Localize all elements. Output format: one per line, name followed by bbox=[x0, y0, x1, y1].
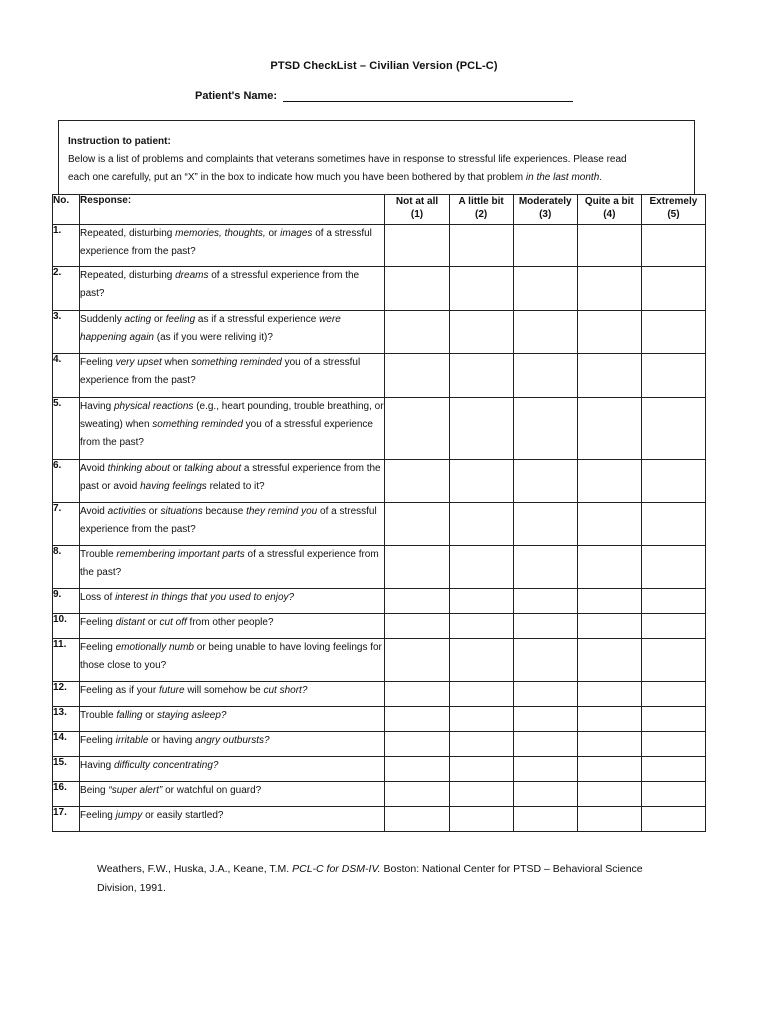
table-row bbox=[53, 639, 706, 682]
item-text bbox=[80, 807, 385, 832]
answer-box-3[interactable] bbox=[513, 639, 577, 682]
item-text-part: or bbox=[146, 506, 161, 517]
option-label: A little bit bbox=[458, 196, 504, 207]
item-number: 2. bbox=[53, 267, 80, 311]
table-row bbox=[53, 225, 706, 267]
answer-box-1[interactable] bbox=[385, 460, 449, 503]
answer-box-4[interactable] bbox=[577, 398, 641, 460]
item-text-part: or bbox=[265, 228, 281, 239]
answer-box-5[interactable] bbox=[641, 682, 705, 707]
answer-box-5[interactable] bbox=[641, 225, 705, 267]
instructions-heading: Instruction to patient: bbox=[68, 136, 171, 147]
item-text-emphasis: “super alert” bbox=[108, 785, 163, 796]
answer-box-4[interactable] bbox=[577, 267, 641, 311]
item-number: 16. bbox=[53, 782, 80, 807]
item-text-emphasis: future bbox=[158, 685, 185, 696]
header-option-4 bbox=[577, 195, 641, 225]
answer-box-1[interactable] bbox=[385, 807, 449, 832]
instructions-line-1: Below is a list of problems and complaints that veterans sometimes have in response to stressful life experiences. Please read bbox=[68, 154, 627, 165]
item-text bbox=[80, 354, 385, 398]
item-text-part: Being bbox=[80, 785, 109, 796]
item-text-part: Having bbox=[80, 760, 114, 771]
item-text-part: when bbox=[161, 357, 192, 368]
answer-box-2[interactable] bbox=[449, 589, 513, 614]
answer-box-5[interactable] bbox=[641, 589, 705, 614]
item-text bbox=[80, 503, 385, 546]
item-text bbox=[80, 682, 385, 707]
item-number: 6. bbox=[53, 460, 80, 503]
answer-box-5[interactable] bbox=[641, 807, 705, 832]
item-text-part: as if a stressful experience bbox=[195, 314, 320, 325]
item-text-part: Having bbox=[80, 401, 114, 412]
item-text-emphasis: feeling bbox=[165, 314, 196, 325]
item-number: 8. bbox=[53, 546, 80, 589]
answer-box-5[interactable] bbox=[641, 707, 705, 732]
instructions-box bbox=[58, 120, 695, 194]
checklist-table bbox=[52, 194, 706, 832]
citation-publisher: Boston: National Center for PTSD – Behavioral Science Division, 1991. bbox=[97, 863, 643, 894]
table-header-row bbox=[53, 195, 706, 225]
answer-box-2[interactable] bbox=[449, 311, 513, 354]
item-text-part: or being unable to have loving feelings for those close to you? bbox=[80, 642, 382, 671]
item-text-emphasis: jumpy bbox=[115, 810, 143, 821]
item-text-part: or bbox=[145, 617, 160, 628]
table-row bbox=[53, 354, 706, 398]
table-row bbox=[53, 707, 706, 732]
item-text-part: Suddenly bbox=[80, 314, 125, 325]
item-text-part: Repeated, disturbing bbox=[80, 270, 176, 281]
item-text-part: will somehow be bbox=[184, 685, 264, 696]
item-text-part: of a stressful experience from the past? bbox=[80, 549, 379, 578]
option-label: Not at all bbox=[395, 196, 439, 207]
option-value: (5) bbox=[667, 209, 680, 220]
answer-box-2[interactable] bbox=[449, 398, 513, 460]
item-number: 7. bbox=[53, 503, 80, 546]
item-text-part: you of a stressful experience from the past? bbox=[80, 419, 373, 448]
answer-box-1[interactable] bbox=[385, 354, 449, 398]
table-row bbox=[53, 757, 706, 782]
answer-box-3[interactable] bbox=[513, 807, 577, 832]
item-text bbox=[80, 707, 385, 732]
item-text-emphasis: something reminded bbox=[191, 357, 282, 368]
answer-box-1[interactable] bbox=[385, 267, 449, 311]
item-text-emphasis: situations bbox=[160, 506, 203, 517]
answer-box-3[interactable] bbox=[513, 757, 577, 782]
item-text bbox=[80, 589, 385, 614]
answer-box-3[interactable] bbox=[513, 732, 577, 757]
answer-box-4[interactable] bbox=[577, 354, 641, 398]
answer-box-4[interactable] bbox=[577, 732, 641, 757]
answer-box-2[interactable] bbox=[449, 682, 513, 707]
item-number: 13. bbox=[53, 707, 80, 732]
answer-box-5[interactable] bbox=[641, 782, 705, 807]
item-text-part: of a stressful experience from the past? bbox=[80, 228, 372, 257]
item-text-emphasis: distant bbox=[115, 617, 146, 628]
item-text-part: Trouble bbox=[80, 710, 117, 721]
item-number: 11. bbox=[53, 639, 80, 682]
item-text-part: you of a stressful experience from the past? bbox=[80, 357, 361, 386]
item-text-part: or bbox=[151, 314, 166, 325]
patient-name-label: Patient's Name: bbox=[195, 90, 278, 102]
answer-box-4[interactable] bbox=[577, 807, 641, 832]
item-text bbox=[80, 614, 385, 639]
instructions-line-2 bbox=[68, 169, 694, 187]
item-text-part: related to it? bbox=[206, 481, 265, 492]
answer-box-3[interactable] bbox=[513, 354, 577, 398]
item-number: 17. bbox=[53, 807, 80, 832]
item-text bbox=[80, 460, 385, 503]
item-text-emphasis: difficulty concentrating? bbox=[113, 760, 219, 771]
item-text-emphasis: interest in things that you used to enjoy? bbox=[115, 592, 295, 603]
answer-box-4[interactable] bbox=[577, 311, 641, 354]
item-number: 12. bbox=[53, 682, 80, 707]
item-text-emphasis: memories, thoughts, bbox=[175, 228, 266, 239]
answer-box-2[interactable] bbox=[449, 225, 513, 267]
citation-title: PCL-C for DSM-IV. bbox=[292, 863, 381, 875]
item-text-part: (as if you were reliving it)? bbox=[154, 332, 273, 343]
answer-box-3[interactable] bbox=[513, 398, 577, 460]
item-text-part: because bbox=[202, 506, 247, 517]
item-text-emphasis: talking about bbox=[184, 463, 242, 474]
item-text-part: or bbox=[169, 463, 185, 474]
instructions-line-2-end: . bbox=[599, 172, 603, 183]
item-text-part: Feeling as if your bbox=[80, 685, 159, 696]
table-row bbox=[53, 614, 706, 639]
header-option-5 bbox=[641, 195, 705, 225]
item-text-emphasis: something reminded bbox=[152, 419, 243, 430]
header-response: Response: bbox=[80, 195, 385, 225]
answer-box-3[interactable] bbox=[513, 225, 577, 267]
item-text-emphasis: physical reactions bbox=[113, 401, 194, 412]
item-text-part: of a stressful experience from the past? bbox=[80, 270, 360, 299]
answer-box-2[interactable] bbox=[449, 354, 513, 398]
instructions-line-2-emphasis: in the last month bbox=[525, 172, 600, 183]
item-number: 4. bbox=[53, 354, 80, 398]
item-text-emphasis: thinking about bbox=[107, 463, 170, 474]
header-option-1 bbox=[385, 195, 449, 225]
answer-box-4[interactable] bbox=[577, 782, 641, 807]
item-text-emphasis: emotionally numb bbox=[115, 642, 194, 653]
item-text-emphasis: very upset bbox=[115, 357, 162, 368]
header-no: No. bbox=[53, 195, 80, 225]
answer-box-3[interactable] bbox=[513, 546, 577, 589]
item-text-part: Trouble bbox=[80, 549, 117, 560]
answer-box-1[interactable] bbox=[385, 757, 449, 782]
answer-box-3[interactable] bbox=[513, 503, 577, 546]
citation-authors: Weathers, F.W., Huska, J.A., Keane, T.M. bbox=[97, 863, 293, 875]
answer-box-2[interactable] bbox=[449, 546, 513, 589]
answer-box-5[interactable] bbox=[641, 354, 705, 398]
answer-box-5[interactable] bbox=[641, 757, 705, 782]
table-row bbox=[53, 589, 706, 614]
option-value: (3) bbox=[539, 209, 552, 220]
item-number: 10. bbox=[53, 614, 80, 639]
item-number: 15. bbox=[53, 757, 80, 782]
item-text-part: or having bbox=[148, 735, 196, 746]
header-option-3 bbox=[513, 195, 577, 225]
item-text-part: Avoid bbox=[80, 463, 108, 474]
item-text bbox=[80, 639, 385, 682]
item-text bbox=[80, 782, 385, 807]
option-label: Extremely bbox=[649, 196, 698, 207]
item-number: 9. bbox=[53, 589, 80, 614]
answer-box-1[interactable] bbox=[385, 589, 449, 614]
header-option-2 bbox=[449, 195, 513, 225]
item-text-emphasis: staying asleep? bbox=[156, 710, 227, 721]
item-text-part: or watchful on guard? bbox=[162, 785, 262, 796]
table-row bbox=[53, 546, 706, 589]
item-text-emphasis: falling bbox=[116, 710, 143, 721]
option-value: (1) bbox=[410, 209, 424, 220]
item-text-emphasis: cut short? bbox=[263, 685, 308, 696]
answer-box-1[interactable] bbox=[385, 311, 449, 354]
answer-box-5[interactable] bbox=[641, 639, 705, 682]
answer-box-3[interactable] bbox=[513, 267, 577, 311]
answer-box-4[interactable] bbox=[577, 589, 641, 614]
item-text bbox=[80, 311, 385, 354]
document-title: PTSD CheckList – Civilian Version (PCL-C) bbox=[270, 60, 498, 72]
item-number: 5. bbox=[53, 398, 80, 460]
answer-box-1[interactable] bbox=[385, 639, 449, 682]
answer-box-4[interactable] bbox=[577, 614, 641, 639]
answer-box-5[interactable] bbox=[641, 546, 705, 589]
answer-box-2[interactable] bbox=[449, 732, 513, 757]
answer-box-3[interactable] bbox=[513, 311, 577, 354]
item-text bbox=[80, 732, 385, 757]
answer-box-4[interactable] bbox=[577, 503, 641, 546]
item-text-emphasis: were happening again bbox=[80, 314, 341, 343]
item-text-emphasis: angry outbursts? bbox=[195, 735, 270, 746]
answer-box-5[interactable] bbox=[641, 267, 705, 311]
answer-box-1[interactable] bbox=[385, 398, 449, 460]
answer-box-1[interactable] bbox=[385, 732, 449, 757]
item-text-emphasis: irritable bbox=[115, 735, 149, 746]
option-value: (4) bbox=[603, 209, 616, 220]
item-text-part: from other people? bbox=[186, 617, 274, 628]
item-text-part: a stressful experience from the past or avoid bbox=[80, 463, 381, 492]
table-row bbox=[53, 267, 706, 311]
item-text bbox=[80, 757, 385, 782]
instructions-line-2-text: each one carefully, put an “X” in the box to indicate how much you have been bothered by that problem bbox=[68, 172, 526, 183]
item-text-part: Loss of bbox=[80, 592, 116, 603]
item-text-emphasis: dreams bbox=[175, 270, 209, 281]
answer-box-2[interactable] bbox=[449, 267, 513, 311]
item-text-emphasis: images bbox=[280, 228, 313, 239]
item-text-emphasis: they remind you bbox=[246, 506, 318, 517]
item-text-part: Feeling bbox=[80, 810, 116, 821]
answer-box-2[interactable] bbox=[449, 460, 513, 503]
item-text bbox=[80, 546, 385, 589]
option-label: Quite a bit bbox=[584, 196, 634, 207]
table-row bbox=[53, 782, 706, 807]
answer-box-4[interactable] bbox=[577, 546, 641, 589]
answer-box-5[interactable] bbox=[641, 460, 705, 503]
answer-box-1[interactable] bbox=[385, 682, 449, 707]
answer-box-5[interactable] bbox=[641, 614, 705, 639]
table-row bbox=[53, 460, 706, 503]
answer-box-3[interactable] bbox=[513, 460, 577, 503]
answer-box-3[interactable] bbox=[513, 782, 577, 807]
item-text bbox=[80, 225, 385, 267]
answer-box-3[interactable] bbox=[513, 682, 577, 707]
answer-box-2[interactable] bbox=[449, 503, 513, 546]
answer-box-2[interactable] bbox=[449, 639, 513, 682]
item-text-emphasis: having feelings bbox=[140, 481, 207, 492]
answer-box-5[interactable] bbox=[641, 732, 705, 757]
item-text-emphasis: remembering important parts bbox=[116, 549, 245, 560]
table-row bbox=[53, 682, 706, 707]
answer-box-5[interactable] bbox=[641, 398, 705, 460]
item-number: 14. bbox=[53, 732, 80, 757]
item-number: 3. bbox=[53, 311, 80, 354]
answer-box-1[interactable] bbox=[385, 503, 449, 546]
answer-box-5[interactable] bbox=[641, 503, 705, 546]
answer-box-5[interactable] bbox=[641, 311, 705, 354]
item-text-part: of a stressful experience from the past? bbox=[80, 506, 377, 535]
answer-box-4[interactable] bbox=[577, 682, 641, 707]
item-text-part: or easily startled? bbox=[142, 810, 224, 821]
item-text-part: Feeling bbox=[80, 357, 116, 368]
item-text-part: Feeling bbox=[80, 735, 116, 746]
table-row bbox=[53, 503, 706, 546]
item-number: 1. bbox=[53, 225, 80, 267]
item-text-part: (e.g., heart pounding, trouble breathing, or sweating) when bbox=[80, 401, 384, 430]
item-text bbox=[80, 267, 385, 311]
answer-box-2[interactable] bbox=[449, 757, 513, 782]
answer-box-3[interactable] bbox=[513, 589, 577, 614]
item-text-emphasis: acting bbox=[124, 314, 152, 325]
table-row bbox=[53, 732, 706, 757]
item-text-part: or bbox=[142, 710, 157, 721]
item-text-part: Repeated, disturbing bbox=[80, 228, 176, 239]
answer-box-4[interactable] bbox=[577, 707, 641, 732]
answer-box-2[interactable] bbox=[449, 807, 513, 832]
option-label: Moderately bbox=[518, 196, 572, 207]
answer-box-1[interactable] bbox=[385, 225, 449, 267]
patient-name-line[interactable] bbox=[283, 89, 573, 102]
answer-box-1[interactable] bbox=[385, 546, 449, 589]
answer-box-1[interactable] bbox=[385, 782, 449, 807]
item-text-emphasis: cut off bbox=[159, 617, 187, 628]
item-text-emphasis: activities bbox=[107, 506, 147, 517]
item-text-part: Feeling bbox=[80, 617, 116, 628]
option-value: (2) bbox=[475, 209, 488, 220]
table-row bbox=[53, 807, 706, 832]
answer-box-1[interactable] bbox=[385, 707, 449, 732]
table-row bbox=[53, 398, 706, 460]
table-row bbox=[53, 311, 706, 354]
answer-box-4[interactable] bbox=[577, 225, 641, 267]
answer-box-4[interactable] bbox=[577, 639, 641, 682]
answer-box-3[interactable] bbox=[513, 707, 577, 732]
patient-name-field bbox=[195, 89, 573, 102]
citation bbox=[97, 860, 657, 898]
item-text-part: Feeling bbox=[80, 642, 116, 653]
item-text-part: Avoid bbox=[80, 506, 108, 517]
answer-box-1[interactable] bbox=[385, 614, 449, 639]
answer-box-2[interactable] bbox=[449, 707, 513, 732]
answer-box-4[interactable] bbox=[577, 460, 641, 503]
answer-box-2[interactable] bbox=[449, 782, 513, 807]
answer-box-2[interactable] bbox=[449, 614, 513, 639]
answer-box-4[interactable] bbox=[577, 757, 641, 782]
item-text bbox=[80, 398, 385, 460]
answer-box-3[interactable] bbox=[513, 614, 577, 639]
